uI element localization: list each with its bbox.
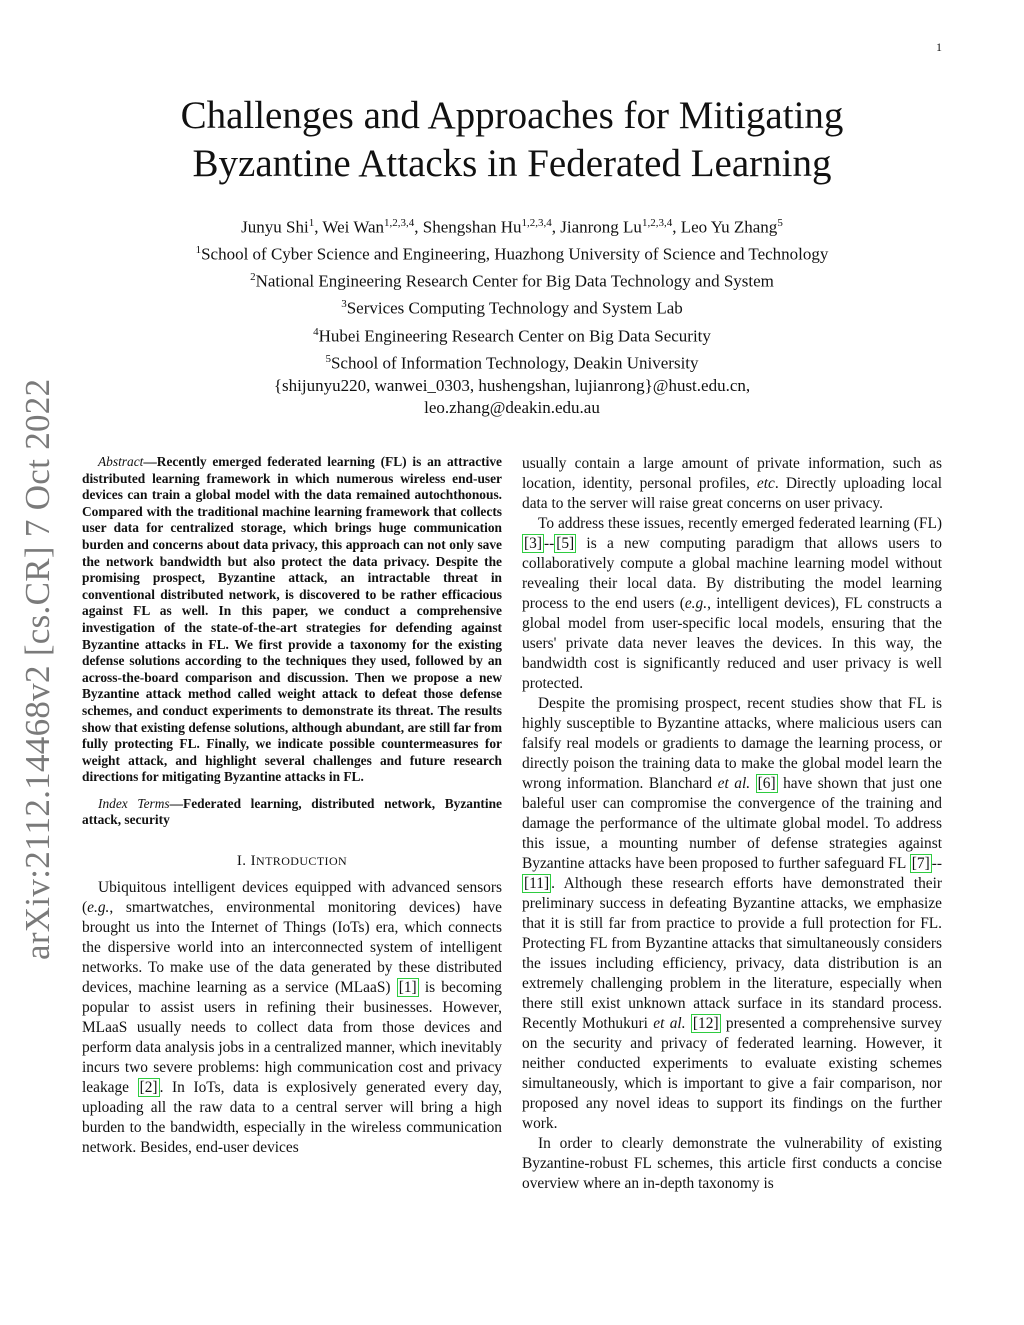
affiliation-mark: 2 xyxy=(250,271,256,284)
text-run: Ubiquitous intelligent devices equipped with advanced sensors ( xyxy=(82,879,502,917)
affiliation-text: Hubei Engineering Research Center on Big Data Security xyxy=(318,326,711,346)
affiliation-line xyxy=(120,293,904,320)
intro-paragraph-4: In order to clearly demonstrate the vulnerability of existing Byzantine-robust FL schemes, this article first conducts a concise overview where an in-depth taxonomy is xyxy=(522,1135,942,1192)
index-terms-text: —Federated learning, distributed network, Byzantine attack, security xyxy=(82,795,502,828)
affiliation-text: Services Computing Technology and System Lab xyxy=(346,299,683,319)
intro-paragraph-1 xyxy=(82,878,502,1158)
text-run-italic: et al. xyxy=(717,775,751,792)
abstract xyxy=(82,454,502,786)
author-name: Shengshan Hu xyxy=(422,217,522,237)
author-affiliation-mark: 1 xyxy=(308,217,315,229)
text-run: presented a comprehensive survey on the security and privacy of federated learning. However, it neither conducted experiments to evaluate existing schemes simultaneously, which is important to give a fair comparison, nor proposed any novel ideas to support its findings on the further work. xyxy=(522,1015,942,1132)
text-run: is becoming popular to assist users in refining their businesses. However, MLaaS usually needs to collect data from those devices and perform data analysis jobs in a centralized manner, which inevitably incurs two severe problems: high communication cost and privacy leakage xyxy=(82,979,502,1097)
citation-link[interactable]: [12] xyxy=(692,1015,719,1032)
email-line: leo.zhang@deakin.edu.au xyxy=(424,398,600,418)
right-column xyxy=(522,454,942,1194)
text-run-italic: e.g. xyxy=(684,595,708,612)
author-name: Wei Wan xyxy=(322,217,385,237)
text-run: . Although these research efforts have demonstrated their preliminary success in defeating Byzantine attacks, we emphasize that it is still far from practice to provide a full protection for FL. Protecting FL from Byzantine attacks that simultaneously considers the issues including efficiency, privacy, data distribution is an extremely challenging problem in the literature, especially when there still exist unknown attack surface in its standard process. Recently Mothukuri xyxy=(522,875,942,1032)
citation-link[interactable]: [6] xyxy=(757,775,776,792)
intro-paragraph-2 xyxy=(522,514,942,694)
abstract-text: —Recently emerged federated learning (FL) is an attractive distributed learning framework in which numerous wireless end-user devices can train a global model with the data remained autochthonous. Compared with the traditional machine learning framework that collects user data for centralized storage, which brings huge communication burden and concerns about data privacy, this approach can not only save the network bandwidth but also protect the data privacy. Despite the promising prospect, Byzantine attack, an intractable threat in conventional distributed network, is discovered to be rather efficacious against FL as well. In this paper, we conduct a comprehensive investigation of the state-of-the-art strategies for defending against Byzantine attacks in FL. We first provide a taxonomy for the existing defense solutions according to the techniques they used, followed by an across-the-board comparison and discussion. Then we propose a new Byzantine attack method called weight attack to defeat those defense schemes, and conduct experiments to demonstrate its threat. The results show that existing defense solutions, although abundant, are still far from fully protecting FL. Finally, we indicate possible countermeasures for weight attack, and highlight several challenges and future research directions for mitigating Byzantine attacks in FL. xyxy=(82,454,502,785)
affiliation-mark: 3 xyxy=(341,298,347,311)
affiliation-text: School of Cyber Science and Engineering, Huazhong University of Science and Technology xyxy=(201,244,829,264)
text-run: , intelligent devices), FL constructs a global model from user-specific local models, ensuring that the users' private data never leaves the devices. In this way, the bandwidth cost is significantly reduced and user privacy is well protected. xyxy=(522,595,942,692)
author-name: Jianrong Lu xyxy=(560,217,642,237)
citation-link[interactable]: [11] xyxy=(524,875,550,892)
email-line: {shijunyu220, wanwei_0303, hushengshan, lujianrong}@hust.edu.cn, xyxy=(273,375,751,395)
affiliation-mark: 1 xyxy=(195,244,202,257)
author-block xyxy=(120,212,904,420)
affiliation-mark: 4 xyxy=(313,325,319,338)
affiliation-line xyxy=(120,266,904,293)
intro-paragraph-1-continued xyxy=(522,454,942,514)
title-block xyxy=(120,92,904,420)
section-title-rest: NTRODUCTION xyxy=(256,854,348,869)
affiliation-text: School of Information Technology, Deakin University xyxy=(330,353,699,373)
index-terms xyxy=(82,796,502,829)
author-list: Junyu Shi$^1$, Wei Wan$^{1,2,3,4}$, Shengshan Hu$^{1,2,3,4}$, Jianrong Lu$^{1,2,3,4}$, Leo Yu Zhang$^5$ xyxy=(241,217,783,237)
author-affiliation-mark: 1,2,3,4 xyxy=(521,217,552,229)
author-affiliation-mark: 1,2,3,4 xyxy=(641,217,673,229)
author-name: Leo Yu Zhang xyxy=(680,217,778,237)
text-run: have shown that just one baleful user can compromise the convergence of the training and damage the performance of the ultimate global model. To address this issue, a mounting number of defense strategies against Byzantine attacks have been proposed to further safeguard FL xyxy=(522,775,942,872)
text-run: To address these issues, recently emerged federated learning (FL) xyxy=(538,515,942,532)
citation-link[interactable]: [2] xyxy=(139,1079,158,1097)
text-run: . Directly uploading local data to the server will raise great concerns on user privacy. xyxy=(522,475,942,512)
section-numeral: I. xyxy=(236,853,251,870)
title-line-1: Challenges and Approaches for Mitigating xyxy=(180,94,844,137)
text-run: Despite the promising prospect, recent studies show that FL is highly susceptible to Byzantine attacks, where malicious users can falsify real models or gradients to damage the learning process, or directly poison the training data to make the global model learn the wrong information. Blanchard xyxy=(522,695,942,792)
affiliation-line xyxy=(120,321,904,348)
text-run: is a new computing paradigm that allows users to collaboratively compute a global machine learning model without revealing their local data. By distributing the model learning process to the end users ( xyxy=(522,535,942,612)
section-title-initial: I xyxy=(250,853,257,870)
citation-link[interactable]: [5] xyxy=(556,535,575,552)
author-affiliation-mark: 5 xyxy=(777,217,783,229)
affiliation-mark: 5 xyxy=(325,352,331,365)
author-affiliation-mark: 1,2,3,4 xyxy=(384,217,415,229)
page-number: 1 xyxy=(936,40,942,54)
arxiv-identifier-stamp[interactable]: arXiv:2112.14468v2 [cs.CR] 7 Oct 2022 xyxy=(18,378,57,960)
intro-paragraph-3 xyxy=(522,694,942,1134)
text-run-italic: etc xyxy=(756,475,775,492)
affiliation-text: National Engineering Research Center for Big Data Technology and System xyxy=(255,271,774,291)
citation-link[interactable]: [3] xyxy=(524,535,542,552)
text-run: , smartwatches, environmental monitoring devices) have brought us into the Internet of Things (IoTs) era, which connects the dispersive world into an interconnected system of intelligent networks. To make use of the data generated by these distributed devices, machine learning as a service (MLaaS) xyxy=(82,899,502,997)
text-run: -- xyxy=(543,535,555,552)
left-column xyxy=(82,454,502,1158)
author-name: Junyu Shi xyxy=(241,217,309,237)
text-run: -- xyxy=(931,855,942,872)
citation-link[interactable]: [1] xyxy=(398,979,417,997)
title-line-2: Byzantine Attacks in Federated Learning xyxy=(192,142,832,185)
text-run-italic: et al. xyxy=(653,1015,686,1032)
section-heading-introduction xyxy=(82,853,502,870)
text-run: . In IoTs, data is explosively generated every day, uploading all the raw data to a central server will bring a high burden to the bandwidth, especially in the wireless communication network. Besides, end-user devices xyxy=(82,1079,502,1157)
affiliation-line xyxy=(120,348,904,375)
paper-title xyxy=(120,92,904,188)
abstract-label: Abstract xyxy=(98,454,144,469)
index-terms-label: Index Terms xyxy=(98,795,170,811)
citation-link[interactable]: [7] xyxy=(911,855,930,872)
text-run: usually contain a large amount of private information, such as location, identity, personal profiles, xyxy=(522,455,942,492)
text-run-italic: e.g. xyxy=(87,899,110,917)
affiliation-line xyxy=(120,239,904,266)
